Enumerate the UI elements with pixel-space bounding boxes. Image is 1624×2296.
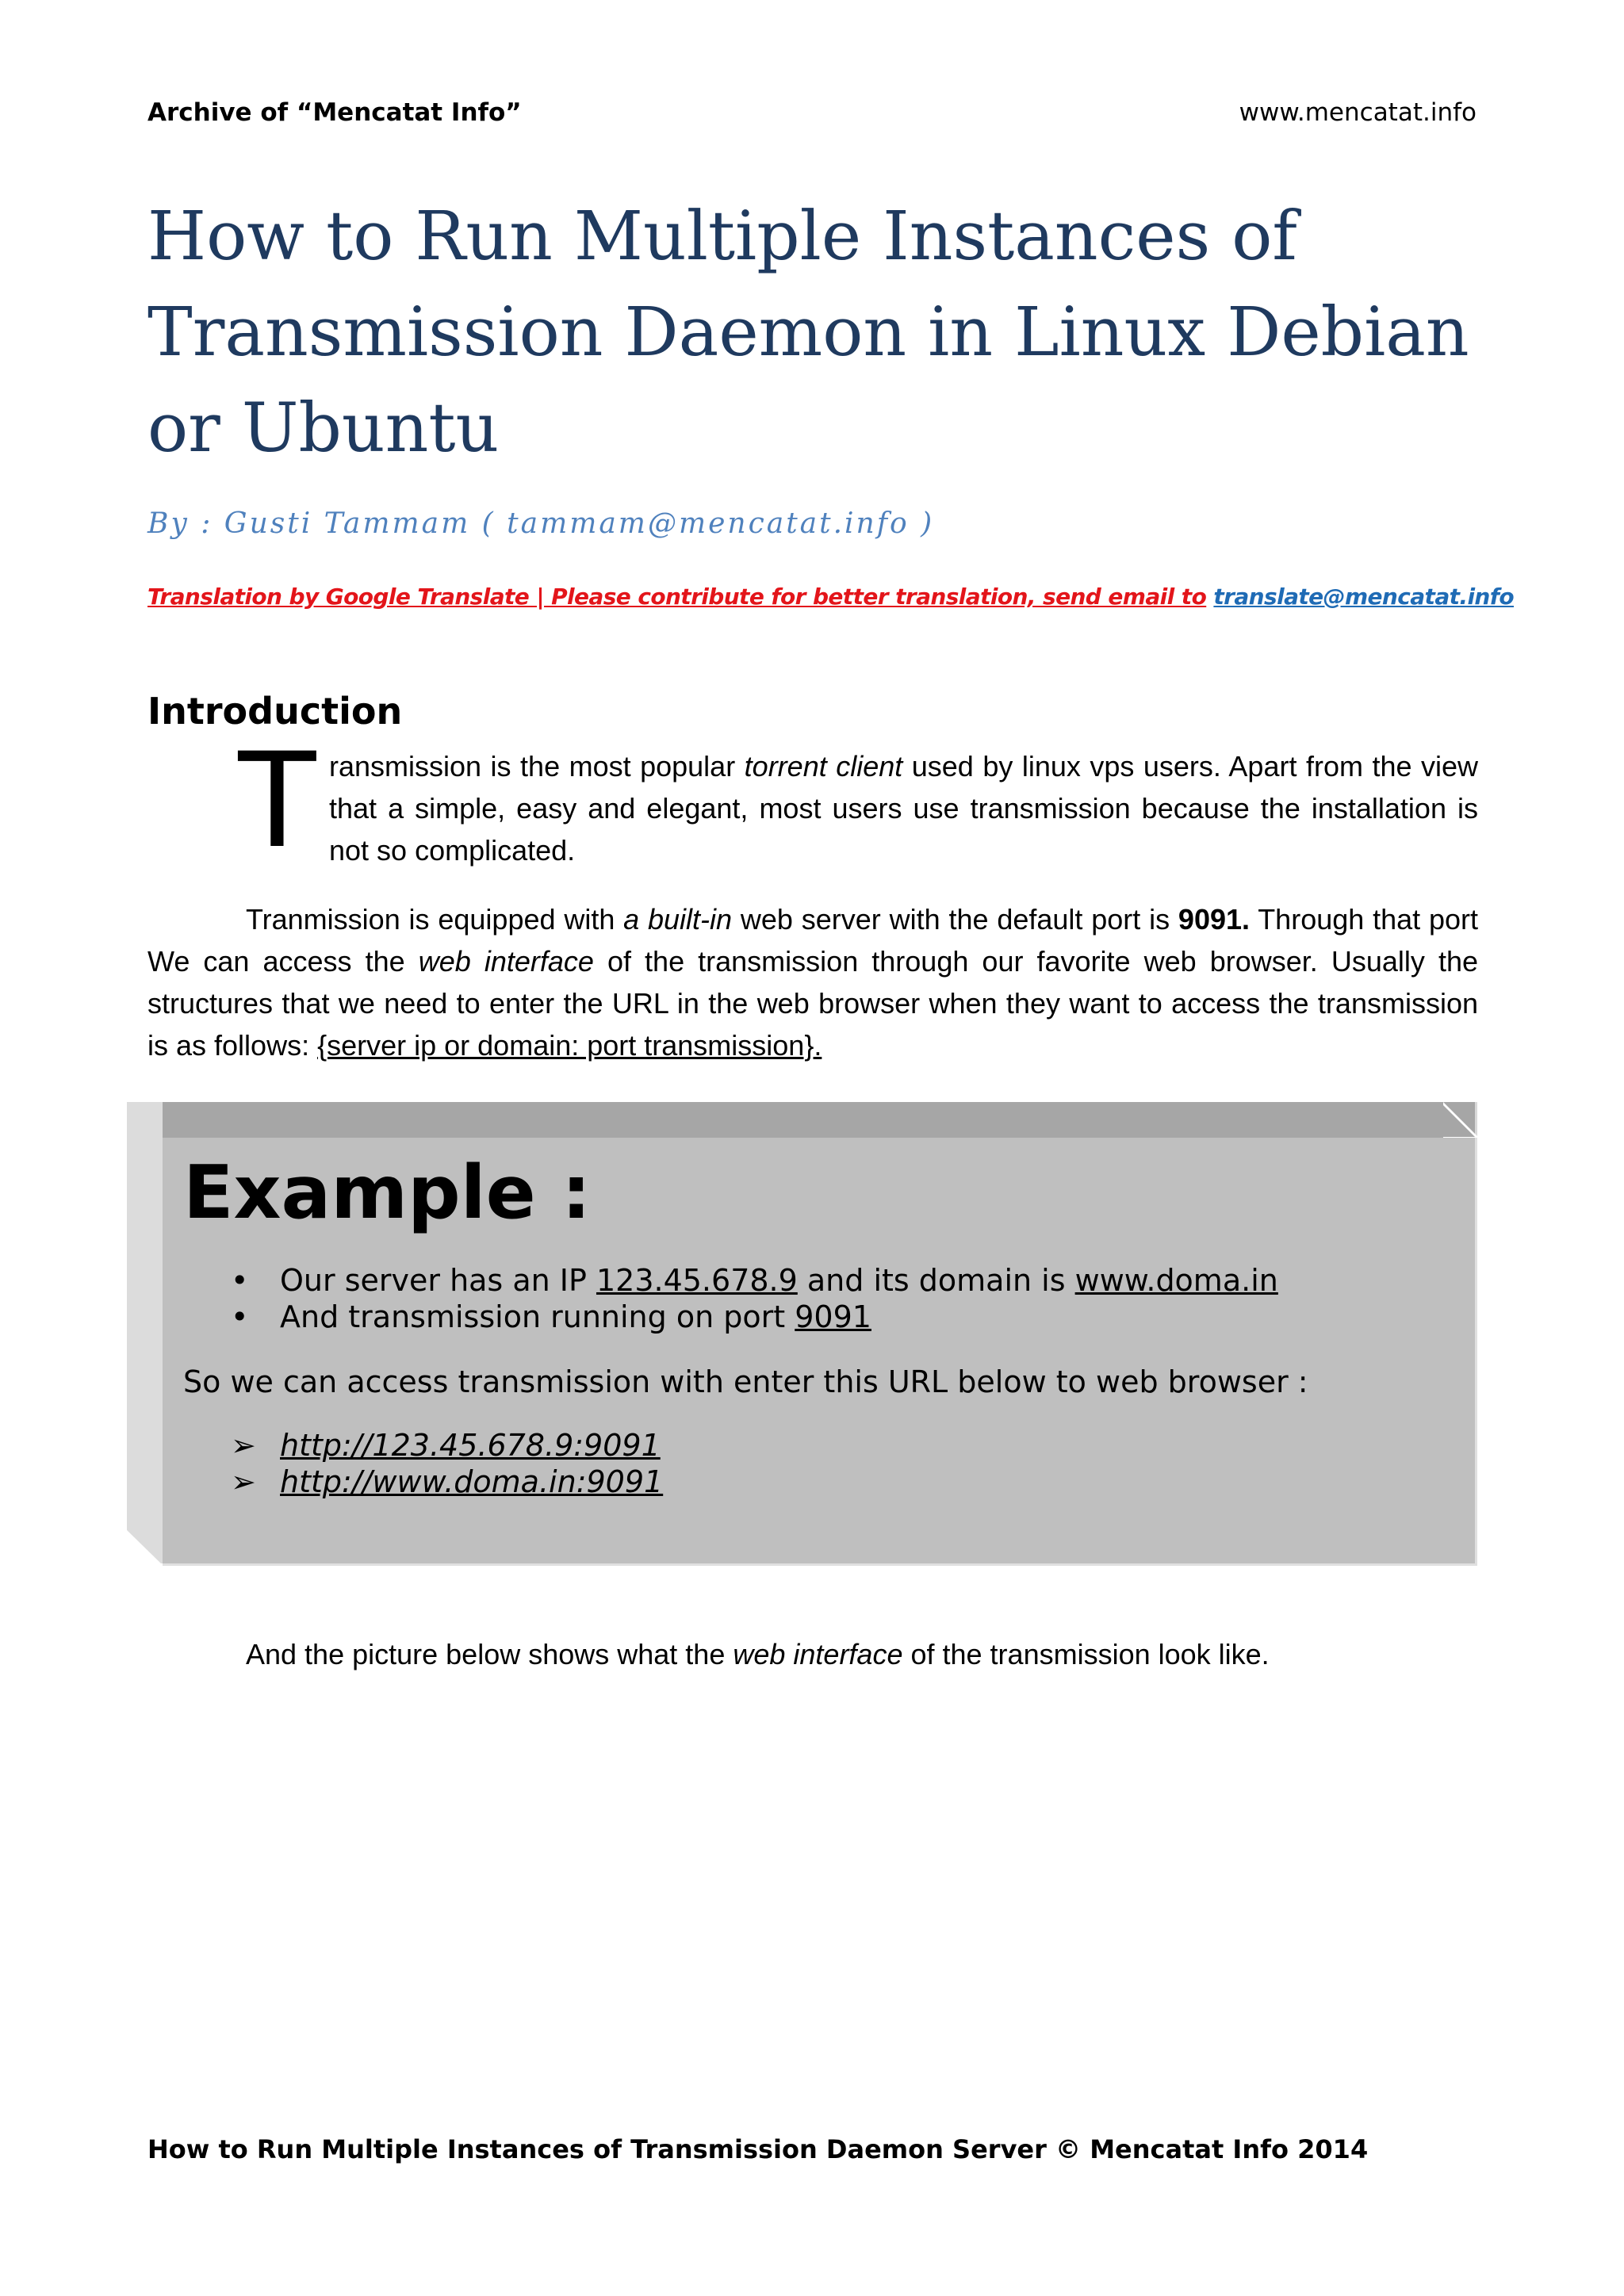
- author-byline: By : Gusti Tammam ( tammam@mencatat.info ): [147, 507, 935, 540]
- p2-italic-web-interface: web interface: [418, 945, 594, 978]
- p2-bold-port: 9091.: [1178, 903, 1251, 936]
- example-url-list: [183, 1427, 1452, 1500]
- bullet-icon: •: [231, 1299, 249, 1334]
- bevel-corner-bottom-left: [127, 1530, 163, 1565]
- p1-italic-torrent-client: torrent client: [744, 750, 903, 783]
- p3-text-c: of the transmission look like.: [902, 1638, 1270, 1670]
- example-sentence: So we can access transmission with enter this URL below to web browser :: [183, 1364, 1308, 1399]
- bullet-text: and its domain is: [797, 1263, 1075, 1298]
- list-item: [183, 1299, 1452, 1335]
- page-title: How to Run Multiple Instances of Transmission Daemon in Linux Debian or Ubuntu: [147, 197, 1469, 468]
- bevel-corner-top-right-fill: [1442, 1104, 1475, 1137]
- p3-italic-web-interface: web interface: [733, 1638, 903, 1670]
- p2-text-e: Through that port We can access the: [147, 903, 1479, 978]
- p2-url-structure: {server ip or domain: port transmission}.: [317, 1029, 822, 1062]
- url-link-ip[interactable]: http://123.45.678.9:9091: [280, 1428, 661, 1463]
- translation-note-text: Translation by Google Translate | Please contribute for better translation, send email to: [147, 584, 1207, 610]
- paragraph-web-interface: [246, 1633, 1478, 1675]
- domain-link[interactable]: www.doma.in: [1074, 1263, 1278, 1298]
- introduction-heading: Introduction: [147, 690, 403, 733]
- p3-text-a: And the picture below shows what the: [246, 1638, 733, 1670]
- url-link-domain[interactable]: http://www.doma.in:9091: [280, 1464, 664, 1499]
- port-link[interactable]: 9091: [795, 1299, 871, 1334]
- bullet-icon: •: [231, 1263, 249, 1298]
- page-footer: How to Run Multiple Instances of Transmission Daemon Server © Mencatat Info 2014: [147, 2134, 1369, 2164]
- list-item: [183, 1427, 1452, 1464]
- example-title: Example :: [183, 1150, 592, 1235]
- translation-email-link[interactable]: translate@mencatat.info: [1213, 584, 1514, 610]
- arrow-bullet-icon: ➢: [231, 1428, 256, 1463]
- arrow-bullet-icon: ➢: [231, 1464, 256, 1499]
- p2-text-a: Tranmission is equipped with: [246, 903, 624, 936]
- intro-paragraph-1: [329, 745, 1478, 871]
- bullet-text: Our server has an IP: [280, 1263, 596, 1298]
- drop-cap-letter: T: [235, 721, 320, 876]
- list-item: [183, 1262, 1452, 1299]
- p2-text-c: web server with the default port is: [732, 903, 1178, 936]
- header-archive-label: Archive of “Mencatat Info”: [147, 98, 522, 127]
- example-bullet-list: [183, 1262, 1452, 1335]
- ip-link[interactable]: 123.45.678.9: [596, 1263, 798, 1298]
- translation-note: [147, 584, 1514, 610]
- header-website-url: www.mencatat.info: [1239, 98, 1477, 127]
- p2-italic-built-in: a built-in: [623, 903, 733, 936]
- bevel-corner-top-left: [127, 1102, 163, 1138]
- p1-text-a: ransmission is the most popular: [329, 750, 745, 783]
- bullet-text: And transmission running on port: [280, 1299, 795, 1334]
- p1-text-c: used by linux vps users. Apart from the view that a simple, easy and elegant, most users use transmission because the installation is not so complicated.: [329, 750, 1478, 867]
- p2-text-g: of the transmission through our favorite web browser. Usually the structures that we need to enter the URL in the web browser when they want to access the transmission is as follows:: [147, 945, 1478, 1062]
- intro-paragraph-2: [147, 898, 1478, 1066]
- list-item: [183, 1464, 1452, 1500]
